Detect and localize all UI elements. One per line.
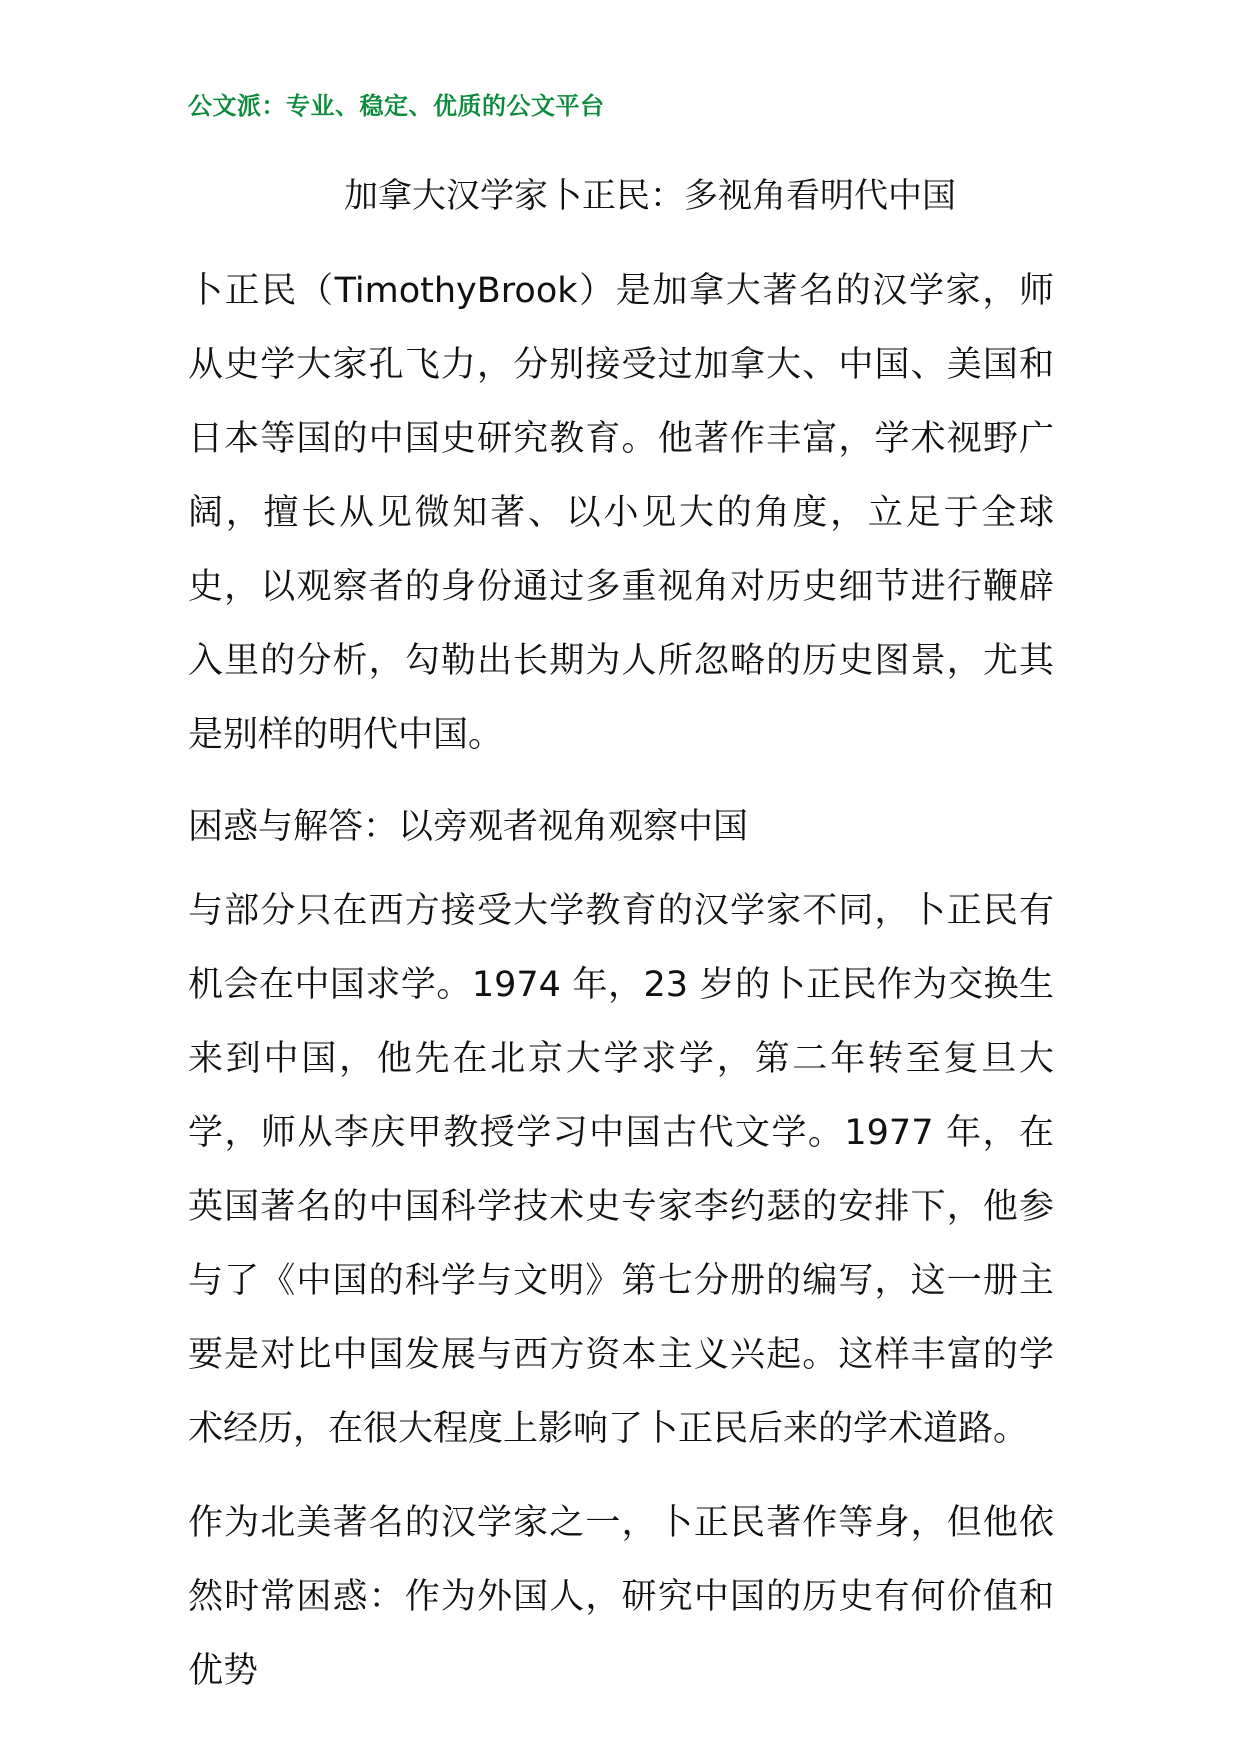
header-brand-text: 公文派：专业、稳定、优质的公文平台	[188, 92, 605, 120]
document-body	[188, 254, 1054, 1708]
document-title: 加拿大汉学家卜正民：多视角看明代中国	[344, 176, 956, 216]
paragraph-intro: 卜正民（TimothyBrook）是加拿大著名的汉学家，师从史学大家孔飞力，分别接受过加拿大、中国、美国和日本等国的中国史研究教育。他著作丰富，学术视野广阔，擅长从见微知著、以小见大的角度，立足于全球史，以观察者的身份通过多重视角对历史细节进行鞭辟入里的分析，勾勒出长期为人所忽略的历史图景，尤其是别样的明代中国。	[188, 271, 1054, 755]
paragraph-reflection: 作为北美著名的汉学家之一，卜正民著作等身，但他依然时常困惑：作为外国人，研究中国的历史有何价值和优势	[188, 1503, 1054, 1691]
section-heading: 困惑与解答：以旁观者视角观察中国	[188, 807, 749, 847]
paragraph-education: 与部分只在西方接受大学教育的汉学家不同，卜正民有机会在中国求学。1974 年，23 岁的卜正民作为交换生来到中国，他先在北京大学求学，第二年转至复旦大学，师从李庆甲教授学习中国古代文学。1977 年，在英国著名的中国科学技术史专家李约瑟的安排下，他参与了《中国的科学与文明》第七分册的编写，这一册主要是对比中国发展与西方资本主义兴起。这样丰富的学术经历，在很大程度上影响了卜正民后来的学术道路。	[188, 891, 1054, 1449]
